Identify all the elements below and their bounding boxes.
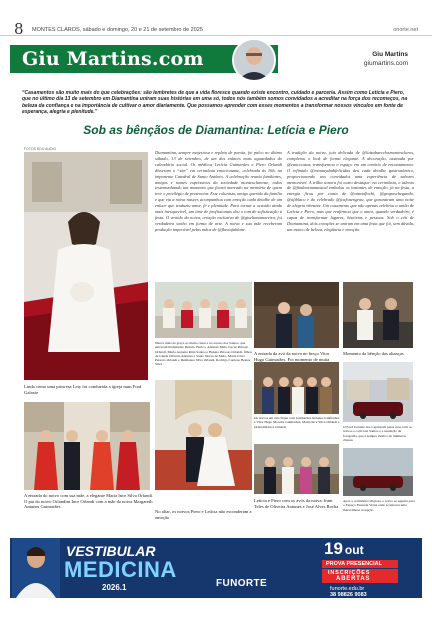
photo-grandmother-entrance [254,282,339,348]
caption-groom-entrance: A entrada do noivo com sua mãe, a elegante Maria Ince Silva Orlandi. O pai do noivo Orlandim Ince Orlandi com a mãe da noiva Margareth Antunes Guimarães [24,493,154,510]
site-link[interactable]: onorte.net [393,27,418,33]
ad-prova: PROVA PRESENCIAL [326,561,382,567]
photo-credit: FOTOS EDU AUDIO [24,147,57,151]
ad-date [324,539,364,559]
author-name: Giu Martins [372,51,408,58]
photo-couple-families [254,362,339,414]
column-title: Giu Martins.com [22,48,204,70]
photo-reception [343,448,413,496]
ad-vestibular: VESTIBULAR [66,543,156,559]
caption-couple-families: Os noivos em um clique com Guimarães Antunes Guimarães e Vitor Hugo Moreira Guimarães, Maria Ince Silva Orlandi e Orlandim Ince Orlandi [254,416,340,429]
ad-url[interactable]: funorte.edu.br [330,586,365,592]
photo-pages [155,282,252,338]
photo-grandparents [254,444,339,494]
caption-rings-blessing: Momento da bênção das alianças [343,351,404,356]
author-photo [234,40,274,80]
photo-rings-blessing [343,282,413,348]
caption-galaxie-street: O Ford Galaxie dos Capristrell pelas ruas com os noivos e com Leti Santos e a saudação de fotografia, que é sempre motivo de inúmeros cliques [343,425,412,442]
article-column-1: Diamantina, sempre majestosa e repleta de poesia, foi palco no último sábado, 13 de setembro, de um dos enlaces mais aguardados do calendário social. Os médicos Letícia Guimarães e Piero Orlandi disseram o “sim” em cerimônia emocionante, celebrada às 16h, na imponente Catedral de Santo Antônio. A celebração reuniu familiares, amigos e nomes expressivos da sociedade montesclarense, todos testemunhando um momento que ficará marcado na memória de quem teve o privilégio de presenciar. Este colunista, amigo querido da família e que viu a noiva nascer, acompanhou com emoção cada detalhe de um enlace que traduziu amor, fé e plenitude. Para tornar a ocasião ainda mais inesquecível, um time de profissionais deu o tom de sofisticação à festa. O vestido da noiva, criação exclusiva de @giselianamoreira, foi verdadeira sonho em forma de arte. A noiva e sua mãe receberam produção impecável pelas mãos de @flaviafablane. [155,150,282,232]
ad-phone[interactable]: 38 98826 9083 [330,592,367,598]
article-headline: Sob as bênçãos de Diamantina: Letícia e Piero [83,123,349,137]
caption-pages: Nunca mais de graça ao muito clean e no acesso dos Santos, que entraram lindamente Renata, Enrico, Antunes Mels, Lucas Peixoto Orlandi, Maria Antonia Ritta Santos e Helena Peixoto Orlandi, filhos de Gisele Oliveira Antunes e Saulo Neves de Melo, Maria Clara Peixoto Orlandi e Demisano Silva Orlandi, Rodrigo Cardoso Bestes Silva [155,341,252,367]
dateline: MONTES CLAROS, sábado e domingo, 20 e 21 de setembro de 2025 [32,27,203,33]
ad-abertas: ABERTAS [336,576,371,582]
author-site[interactable]: giumartins.com [363,60,408,67]
ad-date-month: out [344,543,364,557]
photo-altar [155,380,252,490]
photo-galaxie-street [343,362,413,422]
page-number: 8 [14,20,24,38]
ad-doctor-photo [12,538,60,598]
caption-altar: No altar, os noivos Piero e Letícia não esconderam a emoção [155,509,252,520]
ad-medicina: MEDICINA [64,557,177,582]
ad-year: 2026.1 [102,583,127,592]
author-avatar [232,38,276,82]
ad-date-day: 19 [324,539,343,558]
caption-reception: Após a cerimônia religiosa, o noivo se seguirá para o Espaço Fazenda Verna onde aconteceu uma maravilhosa recepção [343,499,415,512]
photo-groom-entrance [24,402,150,490]
hero-photo-bride-car [24,152,148,380]
ad-inscricoes: INSCRIÇÕES [328,570,371,576]
caption-grandmother-entrance: A entrada da avó da noiva no braço Vitor Hugo Guimarães. Foi momento de muita [254,351,330,362]
ad-brand-logo: FUNORTE [216,578,268,589]
caption-bride-car: Linda como uma princesa Lety foi conduzida a igreja num Ford Galaxie [24,384,142,395]
article-column-2: A tradição da noiva, joia delicada de @luizabarcelosmontesclaros, completou o look de forma elegante. A decoração, assinada por @eanccostaz, transformou o espaço em um cenário de encantamento. O refinado @montaydadifelicidas deu cada detalhe gastronômico, proporcionando aos convidados uma experiência de sabores memorável. A trilha sonora foi outro destaque: na cerimônia, o talento de @findaornamusical embalou os instantes de emoção, já na festa, a energia ficou por conta de @atavidfochi, @gruposchegando, @ufiblaco e do celebrado @jcafonengrau, que garantiram uma noite de alegria vibrante. Um casamento que não apenas celebrou a união de Letícia e Piero, mas que reafirmou que o amor, quando verdadeiro, é capaz de transformar lugares, histórias e pessoas. Sob o céu de Diamantina, dois corações se uniram em uma festa que foi, sem dúvida, um marco de beleza, elegância e emoção. [287,150,414,232]
lead-quote: “Casamentos são muito mais do que celebrações: são lembretes de que a vida floresce quando existe encontro, cuidado e parceria. Assim como Letícia e Piero, que no último dia 13 de setembro em Diamantina uniram suas histórias em uma só, todos nós também somos convidados a acreditar na força dos recomeços, na beleza da confiança e na importância de cultivar o amor diariamente. Que possamos aprender com esses momentos a transformar nossos vínculos em fonte de esperança, alegria e plenitude.” [22,90,408,116]
caption-grandparents: Leticia e Piero com os avós da noiva: Irani Teles de Oliveira Antunes e José Alves Rocha [254,498,339,509]
